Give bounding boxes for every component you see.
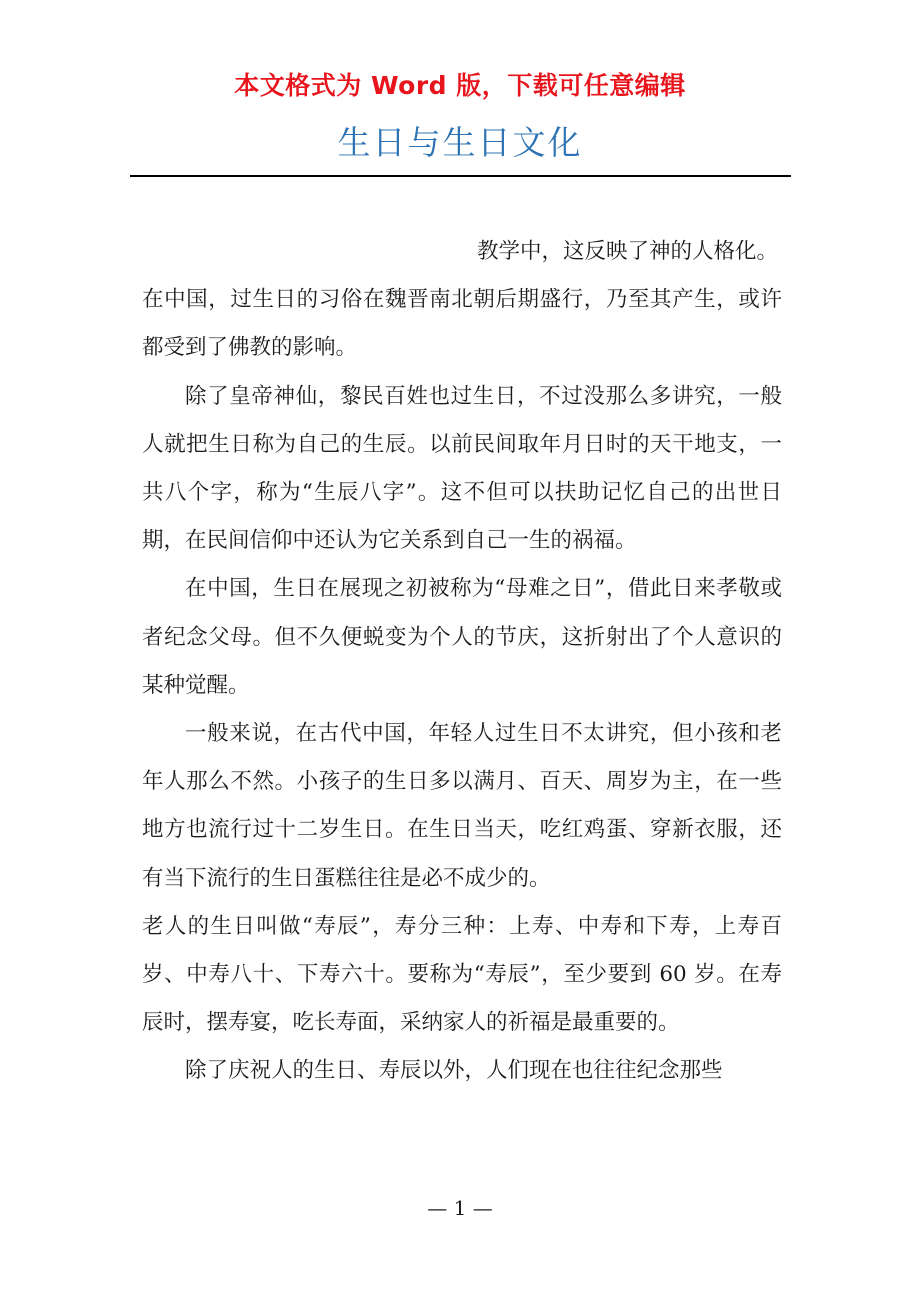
page-number: — 1 —	[427, 1196, 493, 1220]
paragraph: 一般来说，在古代中国，年轻人过生日不太讲究，但小孩和老年人那么不然。小孩子的生日多以满月、百天、周岁为主，在一些地方也流行过十二岁生日。在生日当天，吃红鸡蛋、穿新衣服，还有当下流行的生日蛋糕往往是必不成少的。	[142, 721, 782, 891]
document-body	[142, 228, 782, 1096]
title-divider	[130, 175, 791, 177]
paragraph: 除了庆祝人的生日、寿辰以外，人们现在也往往纪念那些	[185, 1058, 723, 1084]
paragraph-continued	[142, 228, 782, 373]
paragraph: 除了皇帝神仙，黎民百姓也过生日，不过没那么多讲究，一般人就把生日称为自己的生辰。以前民间取年月日时的天干地支，一共八个字，称为“生辰八字”。这不但可以扶助记忆自己的出世日期，在民间信仰中还认为它关系到自己一生的祸福。	[142, 383, 782, 554]
format-banner: 本文格式为 Word 版，下载可任意编辑	[234, 71, 686, 100]
paragraph: 在中国，生日在展现之初被称为“母难之日”，借此日来孝敬或者纪念父母。但不久便蜕变为个人的节庆，这折射出了个人意识的某种觉醒。	[142, 576, 782, 698]
paragraph: 老人的生日叫做“寿辰”，寿分三种：上寿、中寿和下寿，上寿百岁、中寿八十、下寿六十。要称为“寿辰”，至少要到 60 岁。在寿辰时，摆寿宴，吃长寿面，采纳家人的祈福是最重要的。	[142, 913, 782, 1036]
document-title: 生日与生日文化	[337, 123, 583, 162]
lead-line: 教学中，这反映了神的人格化。	[476, 239, 778, 264]
paragraph-text: 在中国，过生日的习俗在魏晋南北朝后期盛行，乃至其产生，或许都受到了佛教的影响。	[142, 287, 782, 361]
